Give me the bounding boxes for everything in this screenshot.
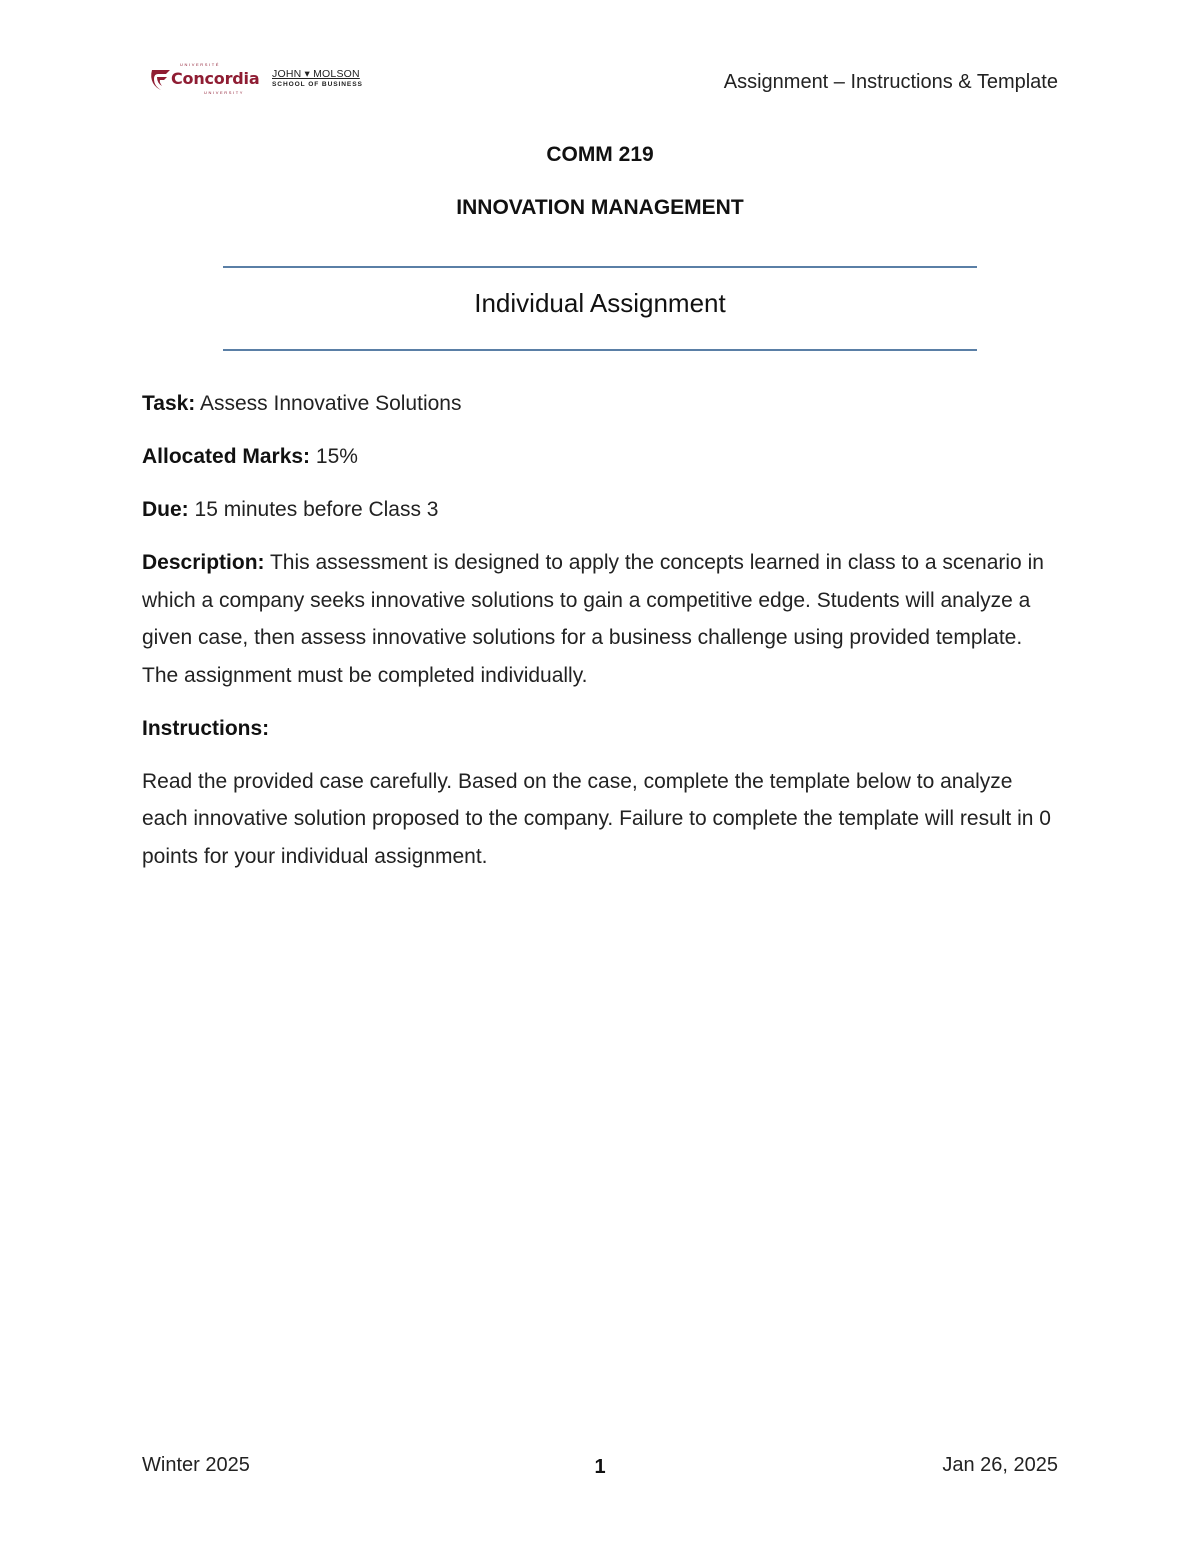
title-rule-bottom — [223, 349, 977, 351]
concordia-logo-word: Concordia — [171, 69, 260, 88]
marks-value: 15% — [315, 445, 358, 468]
header-title: Assignment – Instructions & Template — [723, 71, 1058, 93]
task-line — [142, 385, 1058, 423]
page-header — [150, 58, 1058, 102]
marks-label: Allocated Marks: — [142, 445, 311, 468]
course-code: COMM 219 — [546, 143, 654, 166]
footer-date: Jan 26, 2025 — [942, 1454, 1058, 1476]
concordia-emblem-icon — [150, 66, 172, 94]
title-rule-top — [223, 266, 977, 268]
jmsb-logo-bottom-text: SCHOOL OF BUSINESS — [272, 81, 363, 88]
jmsb-logo — [272, 68, 372, 92]
due-value: 15 minutes before Class 3 — [194, 498, 439, 521]
concordia-logo — [150, 64, 262, 94]
description-paragraph — [142, 544, 1058, 694]
task-value: Assess Innovative Solutions — [200, 392, 462, 415]
jmsb-logo-top-text: JOHN ▾ MOLSON — [272, 68, 360, 80]
concordia-logo-top-text: UNIVERSITÉ — [180, 62, 221, 67]
due-line — [142, 491, 1058, 529]
instructions-label: Instructions: — [142, 716, 270, 740]
document-title: Individual Assignment — [474, 288, 726, 318]
instructions-paragraph: Read the provided case carefully. Based on the case, complete the template below to analyze each innovative solution proposed to the company. Failure to complete the template will result in 0 points for your individual assignment. — [142, 769, 1051, 868]
due-label: Due: — [142, 498, 189, 521]
marks-line — [142, 438, 1058, 476]
description-label: Description: — [142, 551, 265, 574]
concordia-logo-bottom-text: UNIVERSITY — [204, 90, 245, 95]
description-value: This assessment is designed to apply the concepts learned in class to a scenario in which a company seeks innovative solutions to gain a competitive edge. Students will analyze a given case, then assess innovative solutions for a business challenge using provided template. The assignment must be completed individually. — [142, 551, 1044, 687]
footer-term: Winter 2025 — [142, 1454, 250, 1476]
footer-page-number: 1 — [594, 1456, 606, 1478]
task-label: Task: — [142, 392, 196, 415]
course-name: INNOVATION MANAGEMENT — [456, 196, 744, 219]
instructions-heading-line — [142, 710, 1058, 748]
assignment-details — [142, 385, 1058, 891]
page-footer — [142, 1454, 1058, 1484]
